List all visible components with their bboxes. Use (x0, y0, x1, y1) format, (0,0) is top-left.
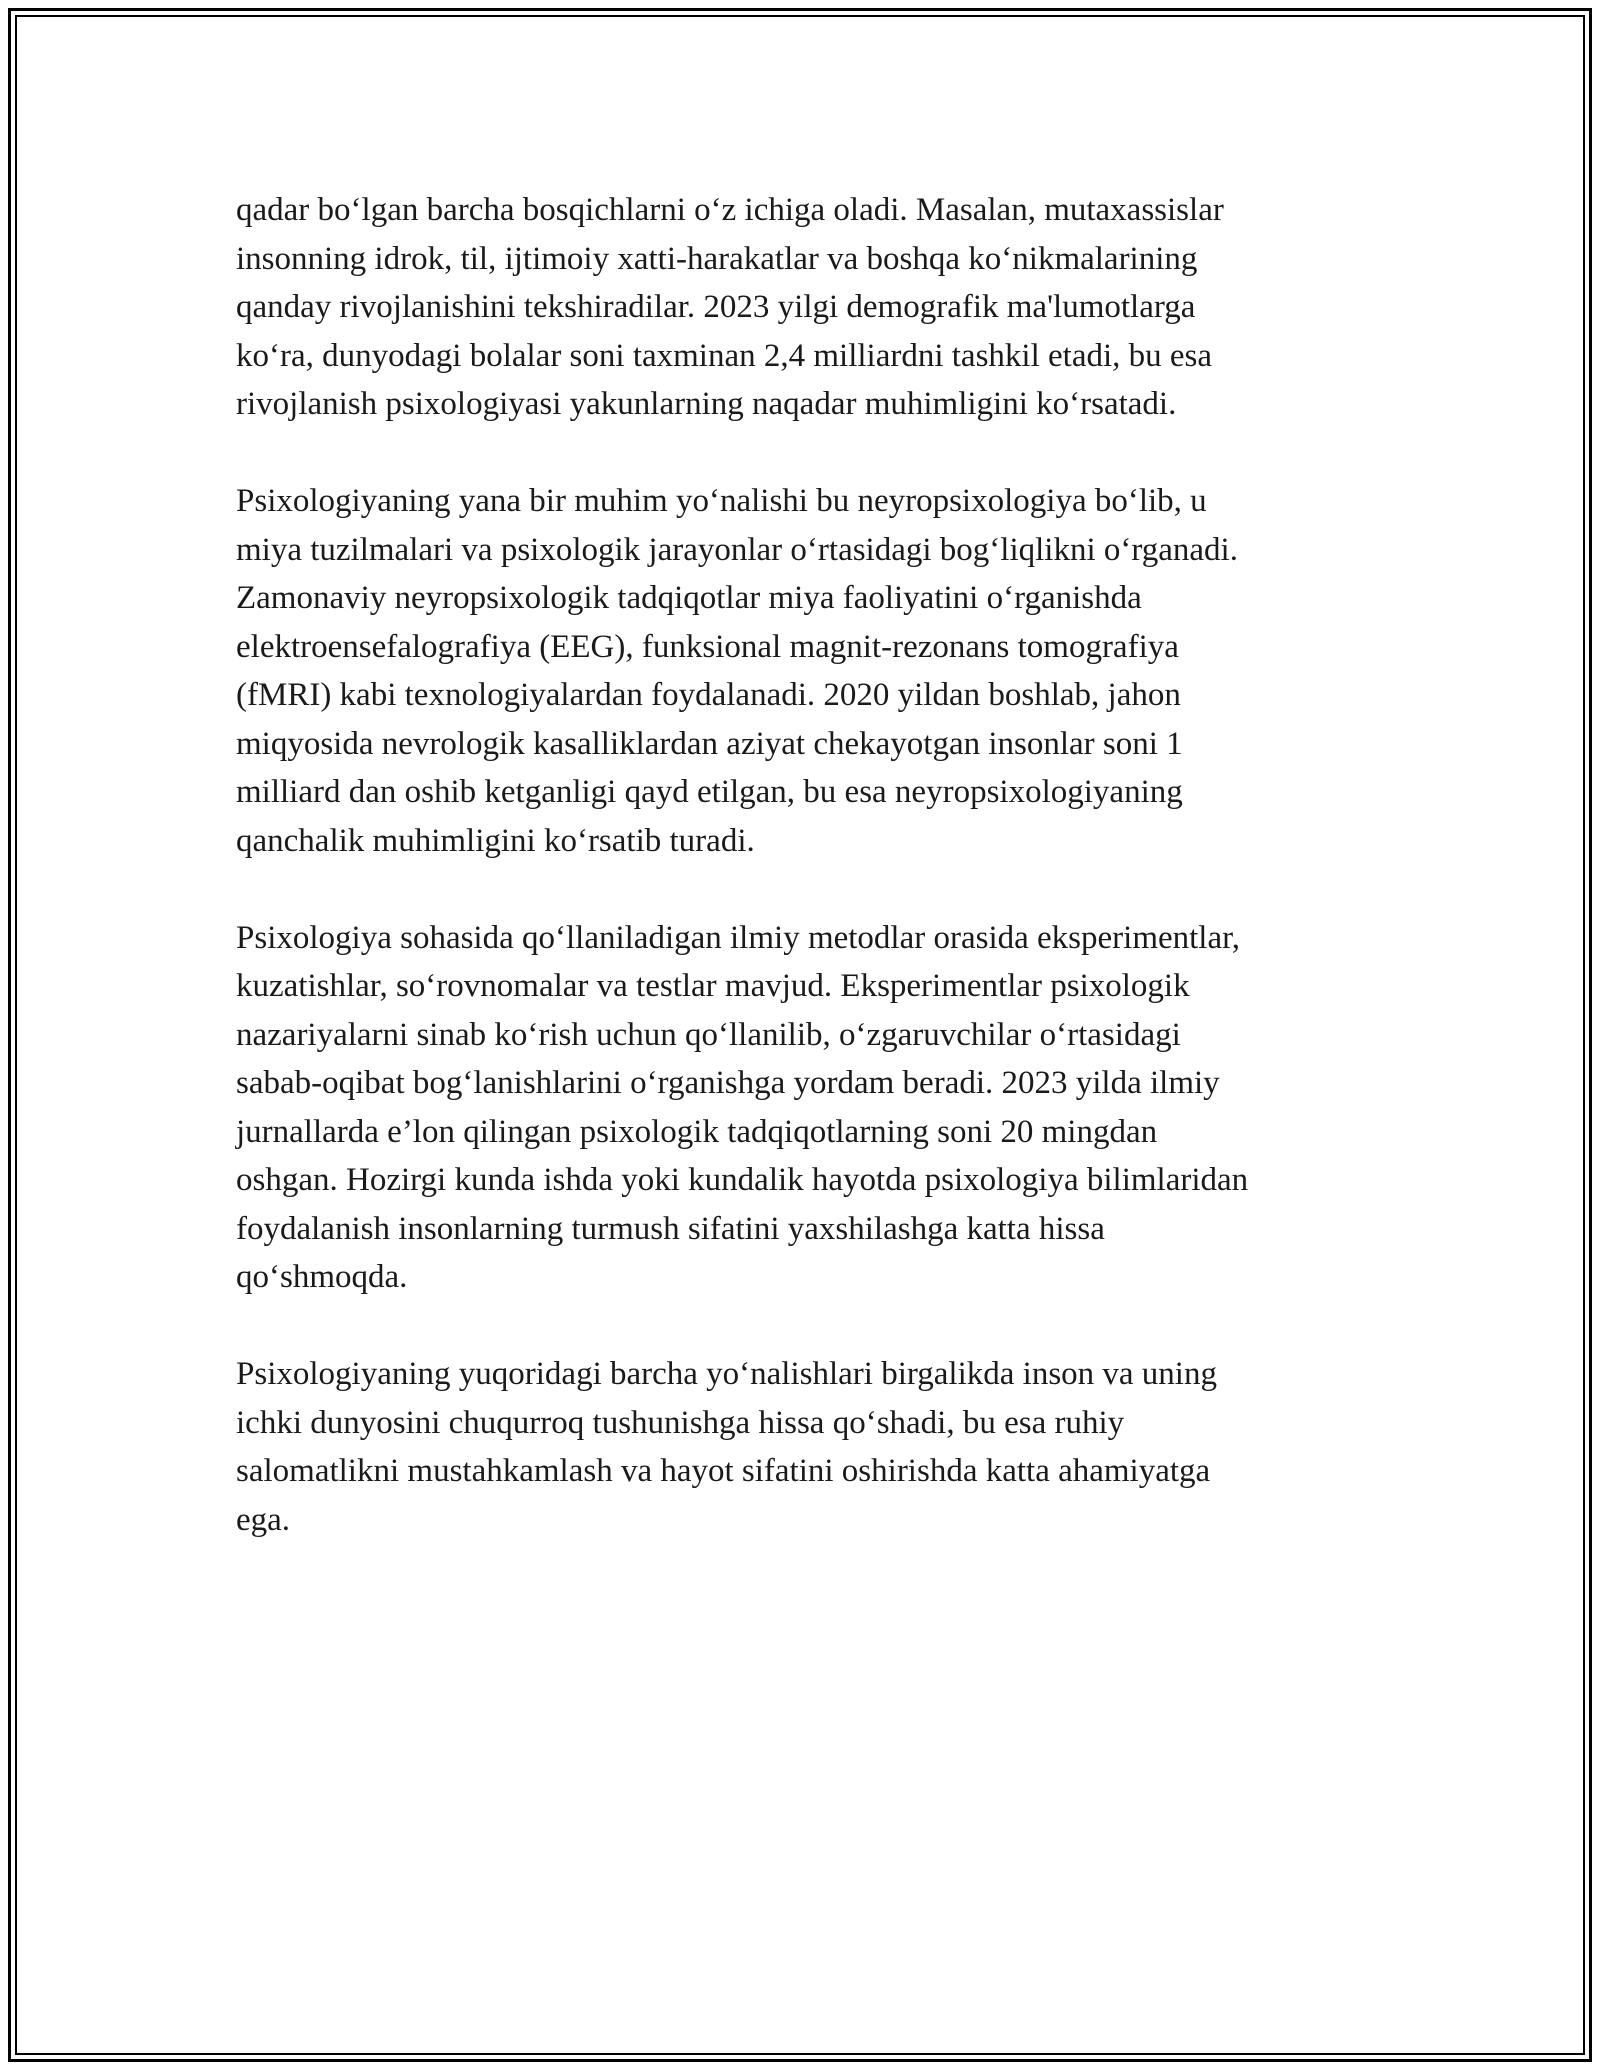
paragraph-neuropsychology: Psixologiyaning yana bir muhim yo‘nalishi bu neyropsixologiya bo‘lib, u miya tuzilmalari va psixologik jarayonlar o‘rtasidagi bog‘liqlikni o‘rganadi. Zamonaviy neyropsixologik tadqiqotlar miya faoliyatini o‘rganishda elektroensefalografiya (EEG), funksional magnit-rezonans tomografiya (fMRI) kabi texnologiyalardan foydalanadi. 2020 yildan boshlab, jahon miqyosida nevrologik kasalliklardan aziyat chekayotgan insonlar soni 1 milliard dan oshib ketganligi qayd etilgan, bu esa neyropsixologiyaning qanchalik muhimligini ko‘rsatib turadi. (236, 483, 1238, 859)
paragraph-developmental-psychology: qadar bo‘lgan barcha bosqichlarni o‘z ichiga oladi. Masalan, mutaxassislar insonning idrok, til, ijtimoiy xatti-harakatlar va boshqa ko‘nikmalarining qanday rivojlanishini tekshiradilar. 2023 yilgi demografik ma'lumotlarga ko‘ra, dunyodagi bolalar soni taxminan 2,4 milliardni tashkil etadi, bu esa rivojlanish psixologiyasi yakunlarning naqadar muhimligini ko‘rsatadi. (236, 192, 1224, 422)
document-body (236, 186, 1386, 1593)
paragraph-scientific-methods: Psixologiya sohasida qo‘llaniladigan ilmiy metodlar orasida eksperimentlar, kuzatishlar, so‘rovnomalar va testlar mavjud. Eksperimentlar psixologik nazariyalarni sinab ko‘rish uchun qo‘llanilib, o‘zgaruvchilar o‘rtasidagi sabab-oqibat bog‘lanishlarini o‘rganishga yordam beradi. 2023 yilda ilmiy jurnallarda e’lon qilingan psixologik tadqiqotlarning soni 20 mingdan oshgan. Hozirgi kunda ishda yoki kundalik hayotda psixologiya bilimlaridan foydalanish insonlarning turmush sifatini yaxshilashga katta hissa qo‘shmoqda. (236, 919, 1249, 1295)
paragraph-conclusion: Psixologiyaning yuqoridagi barcha yo‘nalishlari birgalikda inson va uning ichki dunyosini chuqurroq tushunishga hissa qo‘shadi, bu esa ruhiy salomatlikni mustahkamlash va hayot sifatini oshirishda katta ahamiyatga ega. (236, 1356, 1217, 1538)
